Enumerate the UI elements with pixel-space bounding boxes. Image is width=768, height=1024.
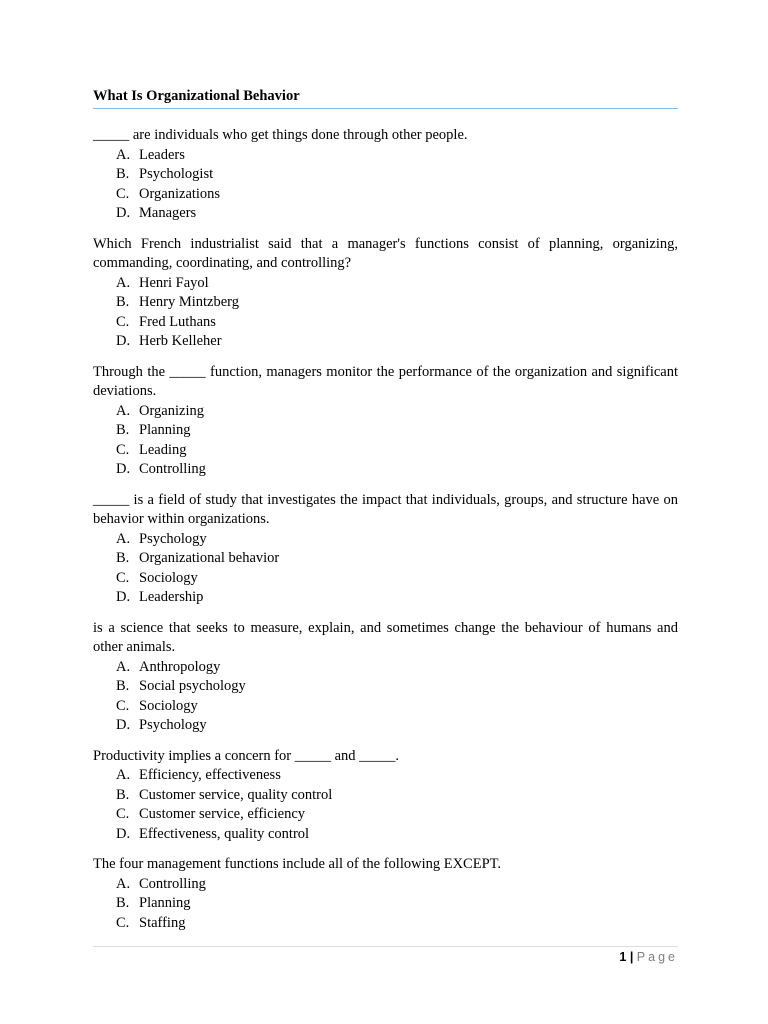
question-block: [93, 363, 678, 480]
answer-option: [93, 402, 678, 422]
answer-option: [93, 786, 678, 806]
option-letter: C.: [116, 806, 130, 822]
question-list: [93, 126, 678, 933]
option-text: Psychology: [139, 717, 207, 733]
option-text: Managers: [139, 205, 197, 221]
answer-options: [93, 274, 678, 352]
option-letter: D.: [116, 333, 131, 349]
option-text: Sociology: [139, 569, 198, 586]
option-text: Anthropology: [139, 658, 221, 675]
option-text: Leadership: [139, 589, 204, 605]
answer-options: [93, 766, 678, 844]
option-text: Customer service, efficiency: [139, 806, 306, 822]
answer-options: [93, 658, 678, 736]
answer-option: [93, 530, 678, 550]
option-letter: B.: [116, 895, 130, 911]
option-text: Organizing: [139, 402, 204, 419]
option-text: Henri Fayol: [139, 274, 209, 291]
answer-option: [93, 697, 678, 717]
option-text: Effectiveness, quality control: [139, 825, 310, 842]
option-letter: B.: [116, 550, 130, 566]
answer-option: [93, 894, 678, 914]
option-letter: C.: [116, 697, 130, 714]
option-text: Customer service, quality control: [139, 786, 333, 803]
question-text: _____ is a field of study that investigates the impact that individuals, groups, and structure have on behavior within organizations.: [93, 491, 678, 527]
option-text: Controlling: [139, 461, 206, 477]
question-text: The four management functions include all of the following EXCEPT.: [93, 856, 502, 872]
option-text: Psychology: [139, 530, 207, 547]
option-letter: A.: [116, 146, 131, 163]
answer-option: [93, 569, 678, 589]
answer-options: [93, 402, 678, 480]
question-text: is a science that seeks to measure, explain, and sometimes change the behaviour of humans and other animals.: [93, 619, 678, 655]
option-text: Organizational behavior: [139, 550, 280, 566]
answer-option: [93, 677, 678, 697]
option-letter: B.: [116, 786, 130, 803]
question-block: [93, 126, 678, 224]
option-letter: C.: [116, 441, 130, 458]
option-text: Fred Luthans: [139, 313, 216, 330]
answer-options: [93, 146, 678, 224]
option-letter: C.: [116, 914, 130, 931]
option-letter: D.: [116, 717, 131, 733]
option-text: Herb Kelleher: [139, 333, 222, 349]
option-letter: C.: [116, 313, 130, 330]
answer-option: [93, 274, 678, 294]
answer-option: [93, 146, 678, 166]
option-text: Henry Mintzberg: [139, 294, 239, 310]
question-block: [93, 619, 678, 736]
page-footer: [93, 946, 678, 965]
option-letter: A.: [116, 274, 131, 291]
option-letter: B.: [116, 678, 130, 694]
option-text: Sociology: [139, 697, 198, 714]
option-letter: D.: [116, 461, 131, 477]
answer-option: [93, 293, 678, 313]
answer-option: [93, 549, 678, 569]
answer-option: [93, 914, 678, 934]
question-block: [93, 747, 678, 845]
answer-option: [93, 313, 678, 333]
answer-option: [93, 875, 678, 895]
option-letter: A.: [116, 530, 131, 547]
answer-option: [93, 805, 678, 825]
option-letter: A.: [116, 658, 131, 675]
answer-option: [93, 825, 678, 845]
option-letter: B.: [116, 422, 130, 438]
option-text: Leaders: [139, 146, 185, 163]
option-letter: D.: [116, 205, 131, 221]
title-underline: [93, 108, 678, 109]
question-block: [93, 491, 678, 608]
option-text: Efficiency, effectiveness: [139, 767, 281, 783]
question-text: Which French industrialist said that a manager's functions consist of planning, organizing, commanding, coordinating, and controlling?: [93, 235, 678, 271]
answer-option: [93, 716, 678, 736]
option-text: Planning: [139, 422, 191, 438]
answer-option: [93, 165, 678, 185]
answer-option: [93, 204, 678, 224]
question-block: [93, 235, 678, 352]
question-text: Through the _____ function, managers monitor the performance of the organization and significant deviations.: [93, 363, 678, 399]
answer-options: [93, 530, 678, 608]
page-number: 1: [619, 950, 627, 964]
option-text: Controlling: [139, 875, 206, 892]
answer-option: [93, 185, 678, 205]
option-text: Staffing: [139, 914, 186, 931]
option-text: Organizations: [139, 185, 221, 202]
option-text: Leading: [139, 441, 187, 458]
question-text: _____ are individuals who get things done through other people.: [93, 127, 468, 143]
answer-option: [93, 460, 678, 480]
document-page: [93, 87, 678, 944]
option-letter: C.: [116, 569, 130, 586]
option-text: Psychologist: [139, 166, 214, 182]
option-text: Planning: [139, 895, 191, 911]
question-text: Productivity implies a concern for _____ and _____.: [93, 747, 400, 764]
answer-option: [93, 766, 678, 786]
answer-option: [93, 441, 678, 461]
option-text: Social psychology: [139, 678, 246, 694]
option-letter: C.: [116, 185, 130, 202]
option-letter: A.: [116, 875, 131, 892]
answer-option: [93, 421, 678, 441]
option-letter: D.: [116, 825, 131, 842]
answer-option: [93, 588, 678, 608]
answer-option: [93, 658, 678, 678]
answer-option: [93, 332, 678, 352]
question-block: [93, 855, 678, 933]
option-letter: A.: [116, 402, 131, 419]
answer-options: [93, 875, 678, 934]
option-letter: B.: [116, 294, 130, 310]
document-title: What Is Organizational Behavior: [93, 88, 300, 104]
option-letter: B.: [116, 166, 130, 182]
option-letter: D.: [116, 589, 131, 605]
option-letter: A.: [116, 767, 131, 783]
page-separator: |: [629, 950, 634, 964]
page-label: Page: [636, 950, 678, 964]
